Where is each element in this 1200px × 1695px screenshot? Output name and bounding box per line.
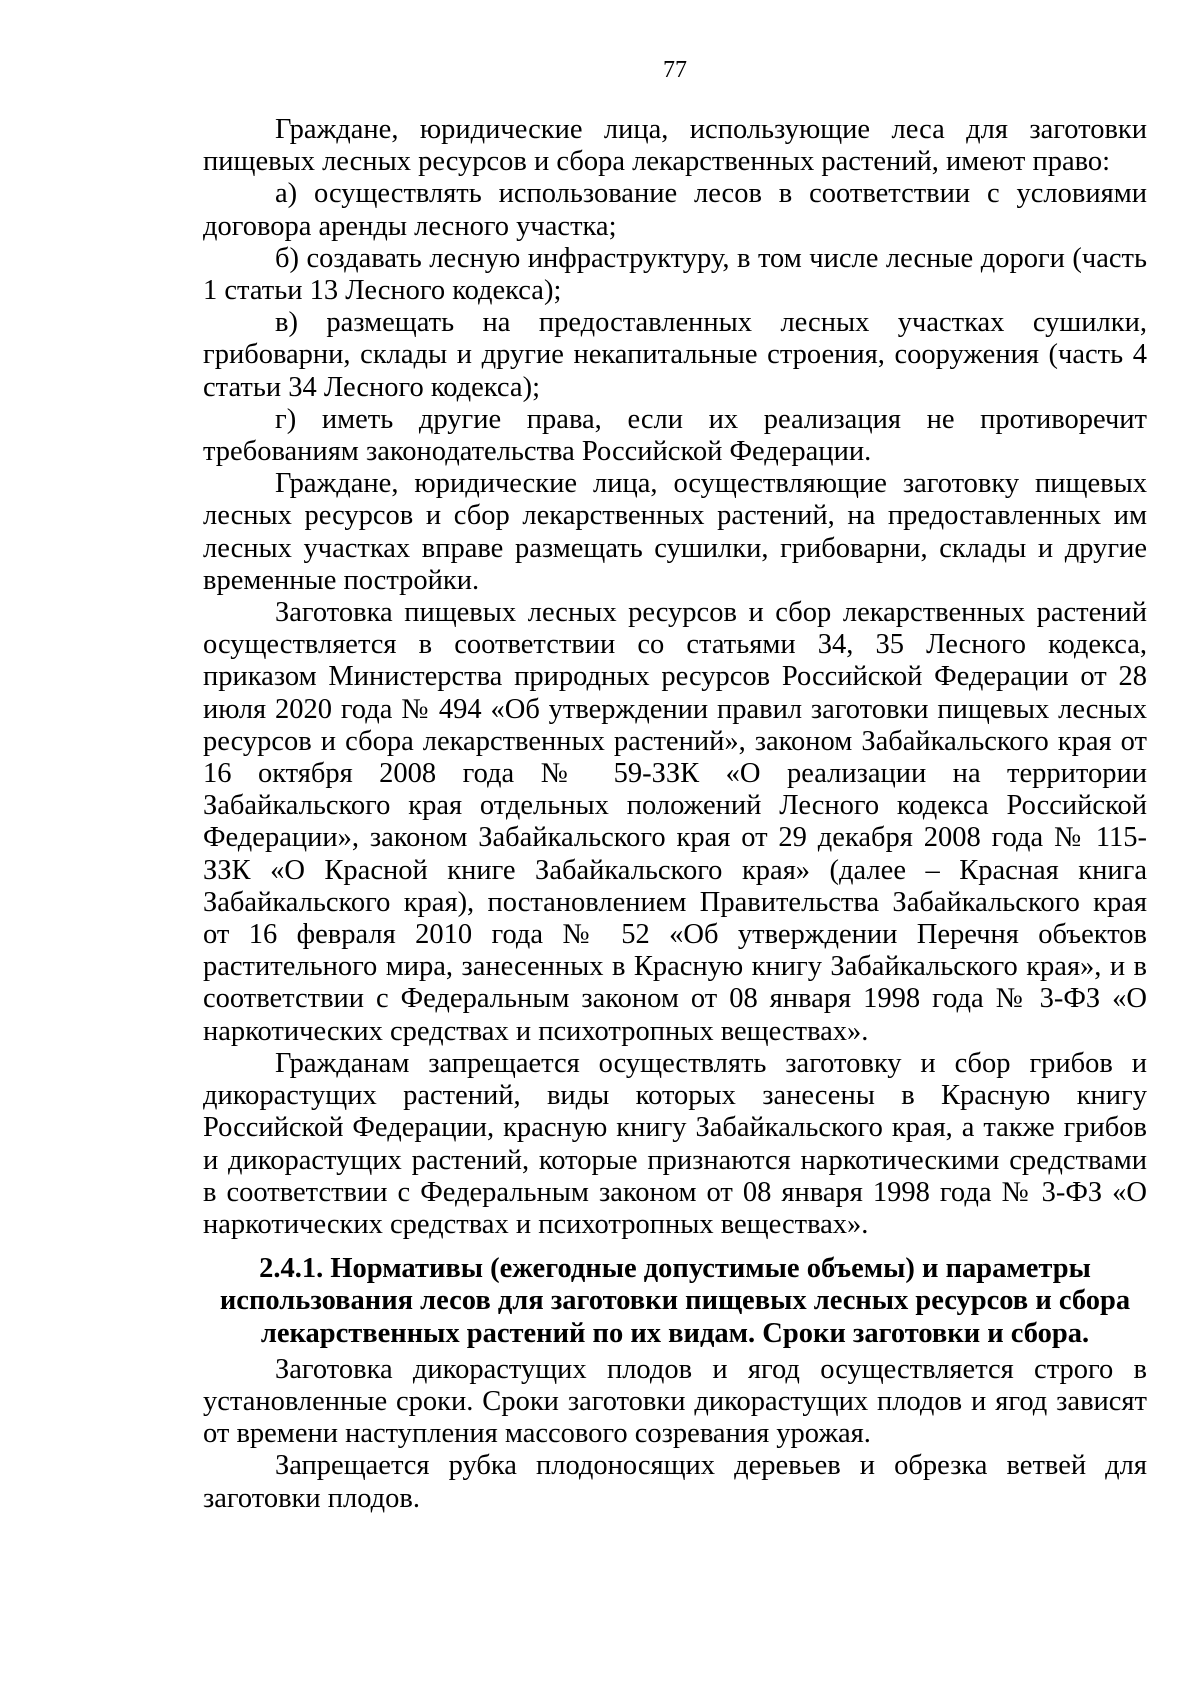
list-item-b: б) создавать лесную инфраструктуру, в том числе лесные дороги (часть 1 статьи 13 Лесного кодекса); [203,242,1147,307]
paragraph-felling-ban: Запрещается рубка плодоносящих деревьев и обрезка ветвей для заготовки плодов. [203,1450,1147,1514]
list-item-a: а) осуществлять использование лесов в соответствии с условиями договора аренды лесного участка; [203,178,1147,242]
list-item-g: г) иметь другие права, если их реализация не противоречит требованиям законодательства Российской Федерации. [203,403,1147,468]
paragraph-prohibition: Гражданам запрещается осуществлять заготовку и сбор грибов и дикорастущих растений, виды которых занесены в Красную книгу Российской Федерации, красную книгу Забайкальского края, а также грибов и дикорастущих растений, которые признаются наркотическими средствами в соответствии с Федеральным законом от 08 января 1998 года № 3-ФЗ «О наркотических средствах и психотропных веществах». [203,1047,1147,1240]
paragraph-legal-basis: Заготовка пищевых лесных ресурсов и сбор лекарственных растений осуществляется в соответствии со статьями 34, 35 Лесного кодекса, приказом Министерства природных ресурсов Российской Федерации от 28 июля 2020 года № 494 «Об утверждении правил заготовки пищевых лесных ресурсов и сбора лекарственных растений», законом Забайкальского края от 16 октября 2008 года № 59-ЗЗК «О реализации на территории Забайкальского края отдельных положений Лесного кодекса Российской Федерации», законом Забайкальского края от 29 декабря 2008 года № 115-ЗЗК «О Красной книге Забайкальского края» (далее – Красная книга Забайкальского края), постановлением Правительства Забайкальского края от 16 февраля 2010 года № 52 «Об утверждении Перечня объектов растительного мира, занесенных в Красную книгу Забайкальского края», и в соответствии с Федеральным законом от 08 января 1998 года № 3-ФЗ «О наркотических средствах и психотропных веществах». [203,597,1147,1047]
paragraph-rights-intro: Граждане, юридические лица, использующие леса для заготовки пищевых лесных ресурсов и сбора лекарственных растений, имеют право: [203,114,1147,178]
page-number: 77 [663,57,687,83]
paragraph-temporary-buildings: Граждане, юридические лица, осуществляющие заготовку пищевых лесных ресурсов и сбор лекарственных растений, на предоставленных им лесных участках вправе размещать сушилки, грибоварни, склады и другие временные постройки. [203,468,1147,596]
section-heading: 2.4.1. Нормативы (ежегодные допустимые объемы) и параметры использования лесов для заготовки пищевых лесных ресурсов и сбора лекарственных растений по их видам. Сроки заготовки и сбора. [219,1253,1131,1349]
document-body [203,114,1147,1515]
list-item-v: в) размещать на предоставленных лесных участках сушилки, грибоварни, склады и другие некапитальные строения, сооружения (часть 4 статьи 34 Лесного кодекса); [203,307,1147,403]
paragraph-harvest-terms: Заготовка дикорастущих плодов и ягод осуществляется строго в установленные сроки. Сроки заготовки дикорастущих плодов и ягод зависят от времени наступления массового созревания урожая. [203,1353,1147,1450]
